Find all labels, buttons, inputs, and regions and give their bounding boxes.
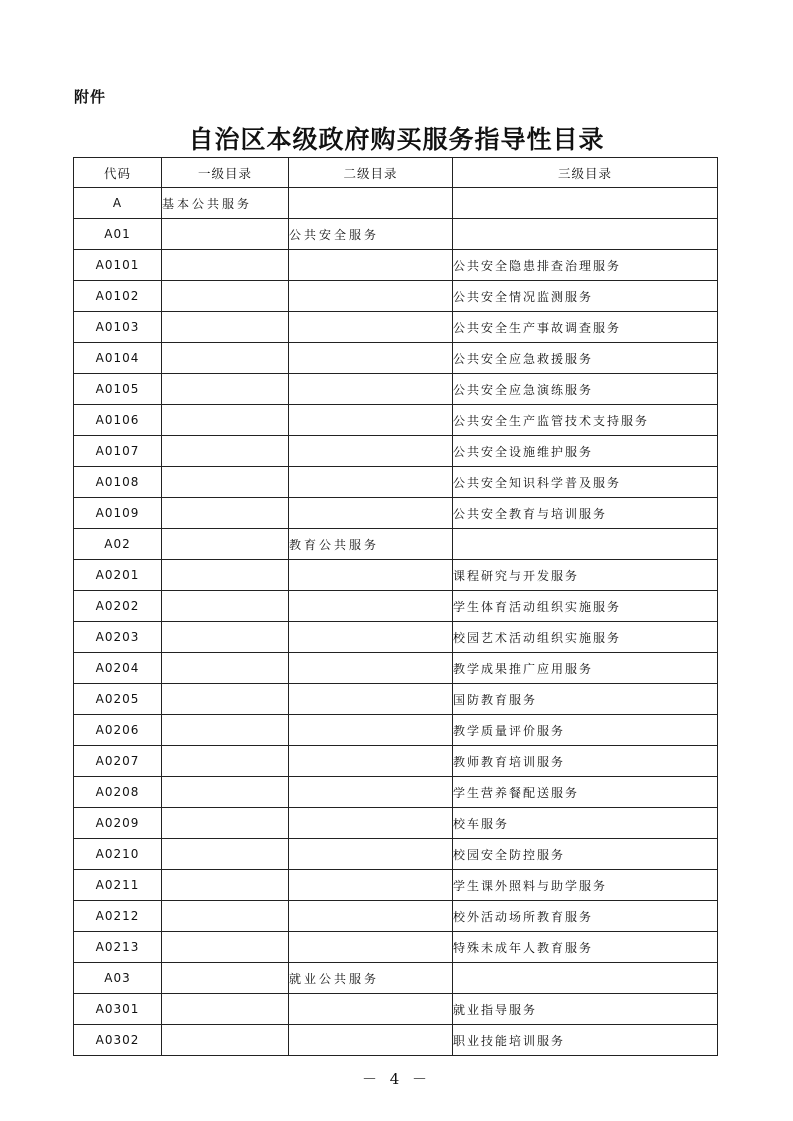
attachment-label: 附件: [74, 88, 107, 106]
level-3-cell: 公共安全隐患排查治理服务: [453, 250, 718, 281]
level-2-cell: [289, 436, 453, 467]
level-3-cell: 学生营养餐配送服务: [453, 777, 718, 808]
code-cell: A02: [74, 529, 162, 560]
code-cell: A0302: [74, 1025, 162, 1056]
level-1-cell: [162, 715, 289, 746]
level-2-cell: [289, 343, 453, 374]
level-1-cell: [162, 932, 289, 963]
table-row: [74, 250, 718, 281]
table-row: [74, 994, 718, 1025]
level-3-cell: 就业指导服务: [453, 994, 718, 1025]
level-3-cell: 学生课外照料与助学服务: [453, 870, 718, 901]
level-2-cell: [289, 374, 453, 405]
level-1-cell: [162, 808, 289, 839]
code-cell: A0205: [74, 684, 162, 715]
level-2-cell: [289, 808, 453, 839]
level-2-cell: [289, 188, 453, 219]
table-header-row: [74, 158, 718, 188]
table-row: [74, 529, 718, 560]
code-cell: A0207: [74, 746, 162, 777]
table-row: [74, 653, 718, 684]
table-row: [74, 870, 718, 901]
table-row: [74, 932, 718, 963]
code-cell: A0212: [74, 901, 162, 932]
level-1-cell: [162, 281, 289, 312]
level-1-cell: [162, 436, 289, 467]
level-3-cell: 校外活动场所教育服务: [453, 901, 718, 932]
level-2-cell: [289, 684, 453, 715]
level-2-cell: [289, 560, 453, 591]
level-3-cell: 校车服务: [453, 808, 718, 839]
table-row: [74, 684, 718, 715]
level-2-cell: 就业公共服务: [289, 963, 453, 994]
code-cell: A0204: [74, 653, 162, 684]
level-1-cell: 基本公共服务: [162, 188, 289, 219]
code-cell: A0108: [74, 467, 162, 498]
level-2-cell: [289, 281, 453, 312]
level-3-cell: 公共安全应急演练服务: [453, 374, 718, 405]
table-row: [74, 746, 718, 777]
level-2-cell: [289, 591, 453, 622]
level-2-cell: [289, 901, 453, 932]
level-2-cell: [289, 498, 453, 529]
header-code: 代码: [74, 158, 162, 188]
table-row: [74, 498, 718, 529]
level-3-cell: 公共安全教育与培训服务: [453, 498, 718, 529]
document-title: 自治区本级政府购买服务指导性目录: [188, 125, 605, 154]
table-row: [74, 622, 718, 653]
table-row: [74, 219, 718, 250]
table-row: [74, 839, 718, 870]
table-row: [74, 963, 718, 994]
level-3-cell: 公共安全知识科学普及服务: [453, 467, 718, 498]
code-cell: A0202: [74, 591, 162, 622]
level-3-cell: 课程研究与开发服务: [453, 560, 718, 591]
level-2-cell: [289, 932, 453, 963]
level-3-cell: 公共安全设施维护服务: [453, 436, 718, 467]
level-1-cell: [162, 529, 289, 560]
level-1-cell: [162, 498, 289, 529]
header-level-3: 三级目录: [453, 158, 718, 188]
service-catalog-table: [73, 157, 718, 1056]
level-2-cell: 教育公共服务: [289, 529, 453, 560]
code-cell: A0107: [74, 436, 162, 467]
level-3-cell: [453, 188, 718, 219]
header-level-2: 二级目录: [289, 158, 453, 188]
code-cell: A03: [74, 963, 162, 994]
level-2-cell: [289, 994, 453, 1025]
code-cell: A0208: [74, 777, 162, 808]
level-1-cell: [162, 467, 289, 498]
level-1-cell: [162, 622, 289, 653]
level-1-cell: [162, 374, 289, 405]
table-row: [74, 281, 718, 312]
code-cell: A0213: [74, 932, 162, 963]
level-2-cell: [289, 1025, 453, 1056]
table-row: [74, 715, 718, 746]
level-3-cell: 校园艺术活动组织实施服务: [453, 622, 718, 653]
table-row: [74, 188, 718, 219]
code-cell: A0203: [74, 622, 162, 653]
code-cell: A0206: [74, 715, 162, 746]
code-cell: A0201: [74, 560, 162, 591]
level-3-cell: 国防教育服务: [453, 684, 718, 715]
level-3-cell: 教学质量评价服务: [453, 715, 718, 746]
code-cell: A0103: [74, 312, 162, 343]
level-3-cell: 特殊未成年人教育服务: [453, 932, 718, 963]
code-cell: A0210: [74, 839, 162, 870]
level-2-cell: [289, 839, 453, 870]
level-3-cell: 公共安全生产监管技术支持服务: [453, 405, 718, 436]
code-cell: A0105: [74, 374, 162, 405]
level-1-cell: [162, 746, 289, 777]
level-1-cell: [162, 994, 289, 1025]
level-2-cell: [289, 746, 453, 777]
table-row: [74, 405, 718, 436]
level-3-cell: [453, 963, 718, 994]
table-row: [74, 436, 718, 467]
level-2-cell: [289, 715, 453, 746]
level-1-cell: [162, 250, 289, 281]
level-3-cell: 学生体育活动组织实施服务: [453, 591, 718, 622]
code-cell: A0301: [74, 994, 162, 1025]
level-1-cell: [162, 684, 289, 715]
level-3-cell: 教师教育培训服务: [453, 746, 718, 777]
code-cell: A0104: [74, 343, 162, 374]
table-row: [74, 808, 718, 839]
table-row: [74, 1025, 718, 1056]
table-row: [74, 343, 718, 374]
code-cell: A0109: [74, 498, 162, 529]
code-cell: A01: [74, 219, 162, 250]
level-2-cell: [289, 467, 453, 498]
table-row: [74, 901, 718, 932]
level-1-cell: [162, 963, 289, 994]
level-2-cell: [289, 405, 453, 436]
table-row: [74, 467, 718, 498]
header-level-1: 一级目录: [162, 158, 289, 188]
page-number: － 4 －: [361, 1070, 432, 1088]
table-row: [74, 560, 718, 591]
level-2-cell: [289, 312, 453, 343]
level-1-cell: [162, 653, 289, 684]
level-3-cell: 职业技能培训服务: [453, 1025, 718, 1056]
level-2-cell: 公共安全服务: [289, 219, 453, 250]
level-1-cell: [162, 777, 289, 808]
level-1-cell: [162, 312, 289, 343]
level-1-cell: [162, 1025, 289, 1056]
level-1-cell: [162, 405, 289, 436]
level-1-cell: [162, 870, 289, 901]
level-3-cell: [453, 529, 718, 560]
code-cell: A: [74, 188, 162, 219]
level-1-cell: [162, 839, 289, 870]
table-row: [74, 591, 718, 622]
table-row: [74, 777, 718, 808]
level-3-cell: [453, 219, 718, 250]
level-1-cell: [162, 901, 289, 932]
code-cell: A0101: [74, 250, 162, 281]
level-3-cell: 公共安全应急救援服务: [453, 343, 718, 374]
code-cell: A0211: [74, 870, 162, 901]
level-2-cell: [289, 870, 453, 901]
table-row: [74, 312, 718, 343]
level-3-cell: 公共安全生产事故调查服务: [453, 312, 718, 343]
level-1-cell: [162, 219, 289, 250]
level-1-cell: [162, 560, 289, 591]
level-2-cell: [289, 622, 453, 653]
code-cell: A0102: [74, 281, 162, 312]
level-3-cell: 校园安全防控服务: [453, 839, 718, 870]
level-3-cell: 公共安全情况监测服务: [453, 281, 718, 312]
level-1-cell: [162, 343, 289, 374]
level-2-cell: [289, 777, 453, 808]
table-body: [74, 188, 718, 1056]
level-1-cell: [162, 591, 289, 622]
code-cell: A0106: [74, 405, 162, 436]
level-2-cell: [289, 250, 453, 281]
level-3-cell: 教学成果推广应用服务: [453, 653, 718, 684]
level-2-cell: [289, 653, 453, 684]
code-cell: A0209: [74, 808, 162, 839]
table-row: [74, 374, 718, 405]
